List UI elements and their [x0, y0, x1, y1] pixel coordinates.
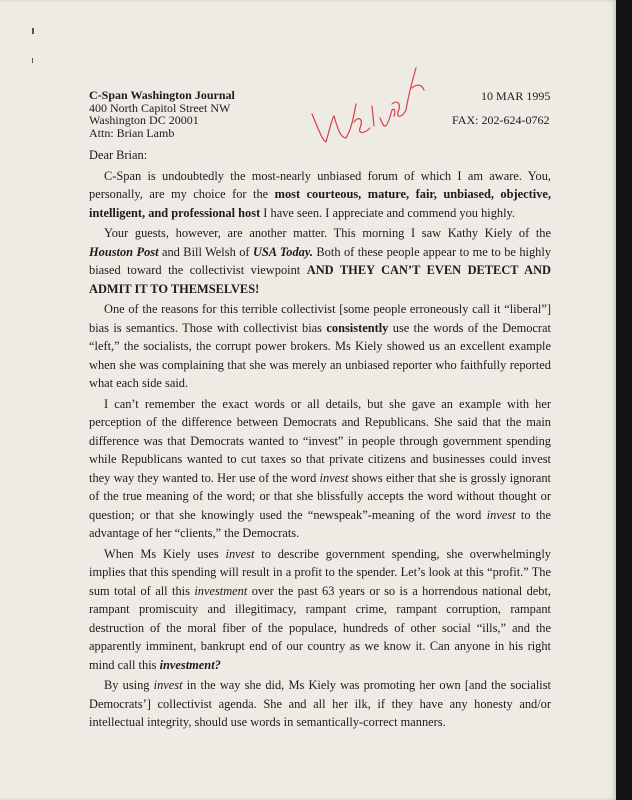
text-run: One of the reasons for this terrible collectivist [some people erroneously call it “liberal”] bias is semantics. Those with collectivist bias	[89, 302, 551, 335]
text-run: I have seen. I appreciate and commend you highly.	[260, 205, 516, 220]
bold-text: most courteous, mature, fair, unbiased, objective, intelligent, and professional host	[89, 187, 551, 220]
recipient-city: Washington DC 20001	[89, 113, 199, 127]
text-run: When Ms Kiely uses	[104, 546, 226, 561]
recipient-name: C-Span Washington Journal	[89, 88, 235, 102]
letter-date: 10 MAR 1995	[481, 89, 551, 103]
italic-text: investment	[194, 583, 248, 598]
text-run: Both of these people appear to me to be highly biased toward the collectivist viewpoint	[89, 244, 552, 277]
punch-mark	[32, 28, 34, 34]
scan-edge	[616, 0, 632, 800]
recipient-address	[89, 89, 235, 139]
text-run: to describe government spending, she overwhelmingly implies that this spending will result in a profit to the spender. Let’s look at this “profit.” The sum total of all this	[89, 546, 551, 598]
letter-body	[89, 146, 551, 732]
salutation: Dear Brian:	[89, 148, 148, 162]
bold-text: AND THEY CAN’T EVEN DETECT AND ADMIT IT TO THEMSELVES!	[89, 263, 551, 296]
paragraph-2	[89, 224, 551, 298]
text-run: C-Span is undoubtedly the most-nearly unbiased forum of which I am aware. You, personally, are my choice for the	[89, 168, 551, 201]
text-run: to the advantage of her “clients,” the Democrats.	[89, 507, 551, 540]
text-run: over the past 63 years or so is a horrendous national debt, rampant promiscuity and illegitimacy, rampant crime, rampant corruption, rampant destruction of the moral fiber of the populace, hundreds of other social “ills,” and the apparently imminent, bankrupt end of our country as we know it. Can anyone in his right mind call this	[89, 583, 551, 672]
recipient-street: 400 North Capitol Street NW	[89, 100, 231, 115]
paragraph-1	[89, 167, 551, 223]
punch-mark	[32, 58, 33, 63]
bold-text: consistently	[326, 320, 389, 335]
bold-italic-text: Houston Post	[89, 244, 159, 259]
bold-italic-text: USA Today.	[252, 244, 313, 259]
recipient-attn: Attn: Brian Lamb	[89, 125, 175, 140]
bold-italic-text: investment?	[159, 657, 221, 672]
fax-number: FAX: 202-624-0762	[452, 113, 550, 127]
italic-text: invest	[225, 546, 255, 561]
paragraph-5	[89, 545, 551, 675]
text-run: in the way she did, Ms Kiely was promoting her own [and the socialist Democrats’] collectivist agenda. She and all her ilk, if they have any honesty and/or intellectual integrity, should use words in semantically-correct manners.	[89, 678, 551, 729]
paragraph-6	[89, 676, 551, 732]
italic-text: invest	[319, 470, 349, 485]
handwritten-signature	[308, 58, 428, 148]
paragraph-3	[89, 300, 551, 393]
text-run: shows either that she is grossly ignorant of the true meaning of the word; or that she blissfully accepts the word without thought or question; or that she knowingly used the “newspeak”-meaning of the word	[89, 470, 551, 522]
text-run: Your guests, however, are another matter. This morning I saw Kathy Kiely of the	[104, 226, 551, 240]
text-run: By using	[104, 678, 154, 692]
text-run: use the words of the Democrat “left,” the socialists, the corrupt power brokers. Ms Kiely showed us an excellent example when she was complaining that she was merely an unbiased reporter who faithfully reported what each side said.	[89, 320, 551, 390]
italic-text: invest	[486, 507, 516, 522]
italic-text: invest	[153, 678, 183, 692]
text-run: and Bill Welsh of	[158, 244, 253, 259]
text-run: I can’t remember the exact words or all details, but she gave an example with her perception of the difference between Democrats and Republicans. She said that the main difference was that Democrats wanted to “invest” in people through government spending while Republicans wanted to cut taxes so that private citizens and businesses could invest they way they wanted to. Her use of the word	[89, 396, 551, 485]
paragraph-4	[89, 395, 551, 543]
